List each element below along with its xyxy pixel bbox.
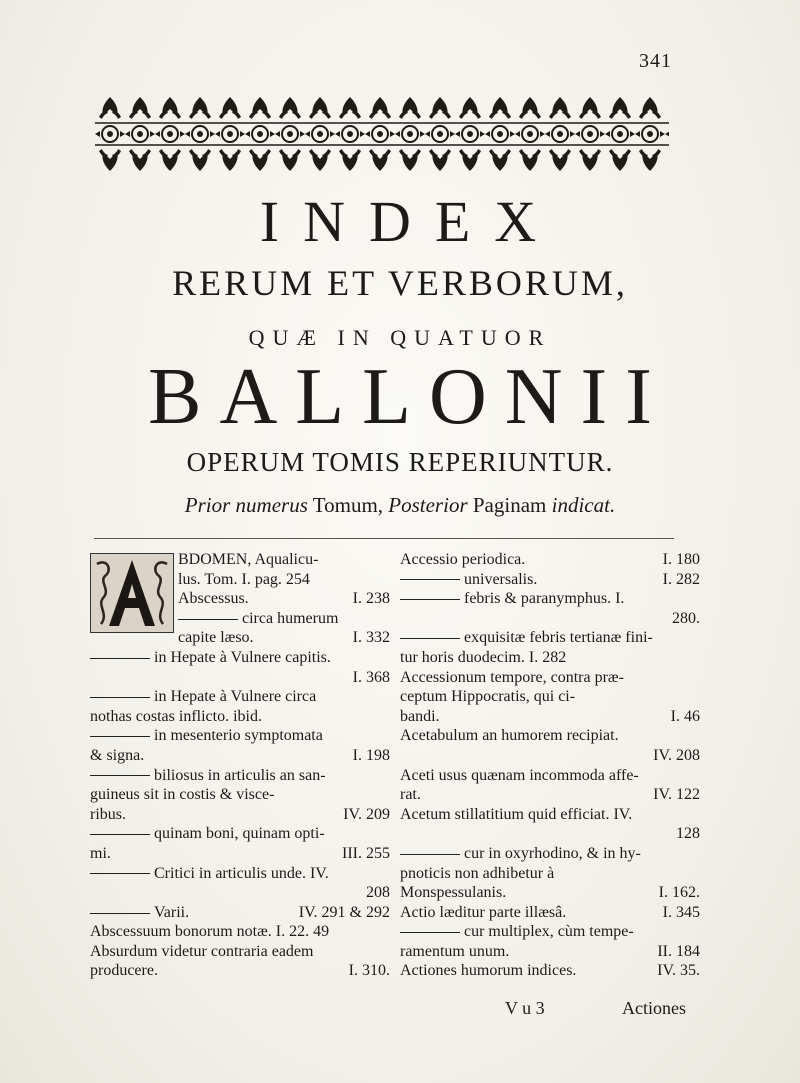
entry-text: circa humerum (242, 609, 339, 627)
entry-text: Critici in articulis unde. IV. (154, 864, 329, 882)
index-entry-line (400, 903, 700, 923)
note-prior: Prior numerus (184, 493, 308, 517)
entry-reference: I. 238 (352, 590, 390, 608)
ditto-dash (90, 658, 150, 659)
index-entry-line (400, 550, 700, 570)
index-entry-line (90, 746, 390, 766)
index-entry-line (400, 942, 700, 962)
entry-reference: II. 184 (657, 942, 700, 960)
entry-text: Accessio periodica. (400, 551, 526, 568)
index-entry-line (400, 961, 700, 981)
entry-text: in mesenterio symptomata (154, 727, 323, 745)
entry-text: exquisitæ febris tertianæ fini- (464, 629, 653, 647)
index-entry-line (90, 648, 390, 668)
entry-text: & signa. (90, 746, 145, 764)
entry-text: nothas costas inflicto. ibid. (90, 707, 262, 725)
index-entry-line (400, 726, 700, 746)
ditto-dash (400, 854, 460, 855)
entry-reference: III. 255 (342, 844, 390, 862)
entry-text: ramentum unum. (400, 942, 510, 960)
entry-reference: IV. 35. (657, 962, 700, 980)
ditto-dash (90, 736, 150, 737)
entry-text: Accessionum tempore, contra præ- (400, 668, 624, 686)
index-entry-line (90, 883, 390, 903)
index-entry-line (400, 883, 700, 903)
entry-text: Monspessulanis. (400, 884, 507, 902)
index-entry-line (90, 668, 390, 688)
entry-reference: I. 332 (352, 629, 390, 647)
page-number: 341 (639, 50, 672, 72)
index-entry-line (90, 922, 390, 942)
index-entry-line (90, 844, 390, 864)
entry-text: biliosus in articulis an san- (154, 766, 326, 784)
ditto-dash (400, 932, 460, 933)
index-entry-line (90, 824, 390, 844)
index-entry-line (90, 864, 390, 884)
index-entry-line (400, 785, 700, 805)
decorative-ornament-band (95, 93, 669, 175)
title-rerum-et-verborum: RERUM ET VERBORUM, (172, 263, 628, 303)
index-entry-line (400, 766, 700, 786)
entry-text: Abscessus. (178, 590, 249, 608)
entry-text: ceptum Hippocratis, qui ci- (400, 688, 576, 706)
entry-text: Actio læditur parte illæsâ. (400, 903, 567, 921)
numbering-note (0, 493, 800, 518)
entry-text: ribus. (90, 805, 126, 823)
index-entry-line (90, 766, 390, 786)
ditto-dash (400, 579, 460, 580)
entry-text: mi. (90, 844, 111, 862)
entry-text: Acetum stillatitium quid efficiat. IV. (400, 805, 633, 823)
ditto-dash (400, 599, 460, 600)
ditto-dash (90, 834, 150, 835)
index-entry-line (400, 746, 700, 766)
entry-text: cur in oxyrhodino, & in hy- (464, 844, 641, 862)
index-entry-line (90, 961, 390, 981)
index-entry-line (90, 942, 390, 962)
index-entry-line (400, 805, 700, 825)
entry-reference: IV. 208 (653, 746, 700, 764)
index-entry-line (400, 589, 700, 609)
index-entry-line (400, 609, 700, 629)
note-tomum: Tomum, (307, 493, 389, 517)
entry-text: pnoticis non adhibetur à (400, 864, 555, 882)
ditto-dash (90, 873, 150, 874)
entry-reference: 128 (676, 825, 700, 843)
entry-text: rat. (400, 786, 421, 804)
index-entry-line (400, 864, 700, 884)
entry-text: in Hepate à Vulnere circa (154, 688, 317, 706)
entry-reference: IV. 209 (343, 805, 390, 823)
entry-reference: I. 162. (658, 884, 700, 902)
entry-text: tur horis duodecim. I. 282 (400, 648, 567, 666)
ditto-dash (90, 697, 150, 698)
entry-text: in Hepate à Vulnere capitis. (154, 648, 331, 666)
note-indicat: indicat. (551, 493, 616, 517)
entry-reference: I. 310. (348, 962, 390, 980)
title-ballonii: BALLONII (148, 353, 670, 441)
entry-text: Abscessuum bonorum notæ. I. 22. 49 (90, 923, 330, 941)
entry-reference: I. 282 (662, 570, 700, 588)
entry-text: producere. (90, 962, 158, 980)
entry-reference: I. 198 (352, 746, 390, 764)
entry-reference: 208 (366, 884, 390, 902)
title-index: INDEX (259, 189, 561, 254)
entry-text: febris & paranymphus. I. (464, 590, 625, 608)
ditto-dash (400, 638, 460, 639)
entry-reference: IV. 122 (653, 786, 700, 804)
entry-text: bandi. (400, 707, 440, 725)
entry-text: Aceti usus quænam incommoda affe- (400, 766, 639, 784)
index-entry-line (90, 707, 390, 727)
entry-reference: I. 368 (352, 668, 390, 686)
index-entry-line (90, 589, 390, 609)
index-entry-line (400, 844, 700, 864)
entry-reference: I. 180 (662, 551, 700, 568)
index-entry-line (400, 687, 700, 707)
entry-text: quinam boni, quinam opti- (154, 825, 325, 843)
catchword: Actiones (622, 998, 686, 1018)
index-entry-line (90, 726, 390, 746)
index-entry-line (400, 628, 700, 648)
signature-mark: V u 3 (505, 998, 545, 1018)
note-paginam: Paginam (467, 493, 552, 517)
entry-reference: I. 46 (670, 707, 700, 725)
entry-text: guineus sit in costis & visce- (90, 786, 275, 804)
entry-text: BDOMEN, Aqualicu- (178, 551, 319, 568)
entry-reference: I. 345 (662, 903, 700, 921)
index-entry-line (400, 824, 700, 844)
index-entry-line (400, 707, 700, 727)
entry-text: Actiones humorum indices. (400, 962, 577, 980)
index-entry-line (90, 609, 390, 629)
index-entry-line (400, 570, 700, 590)
index-entry-line (90, 628, 390, 648)
entry-text: universalis. (464, 570, 538, 588)
title-quae-in-quatuor: QUÆ IN QUATUOR (248, 325, 552, 350)
index-entry-line (400, 668, 700, 688)
entry-text: lus. Tom. I. pag. 254 (178, 570, 310, 588)
index-entry-line (90, 570, 390, 590)
entry-reference: 280. (672, 609, 700, 627)
entry-text: Absurdum videtur contraria eadem (90, 942, 314, 960)
entry-text: capite læso. (178, 629, 254, 647)
index-entry-line (90, 903, 390, 923)
index-entry-line (90, 805, 390, 825)
index-column-right (400, 550, 700, 981)
entry-reference: IV. 291 & 292 (298, 903, 390, 921)
entry-text: Acetabulum an humorem recipiat. (400, 727, 619, 745)
index-entry-line (90, 550, 390, 570)
index-entry-line (90, 687, 390, 707)
index-entry-line (400, 922, 700, 942)
entry-text: cur multiplex, cùm tempe- (464, 923, 634, 941)
note-posterior: Posterior (388, 493, 468, 517)
index-entry-line (400, 648, 700, 668)
ditto-dash (90, 913, 150, 914)
ditto-dash (90, 775, 150, 776)
title-operum-tomis: OPERUM TOMIS REPERIUNTUR. (186, 447, 614, 477)
entry-text: Varii. (154, 903, 190, 921)
index-entry-line (90, 785, 390, 805)
divider-rule (94, 538, 674, 539)
index-column-left (90, 550, 390, 981)
ditto-dash (178, 619, 238, 620)
